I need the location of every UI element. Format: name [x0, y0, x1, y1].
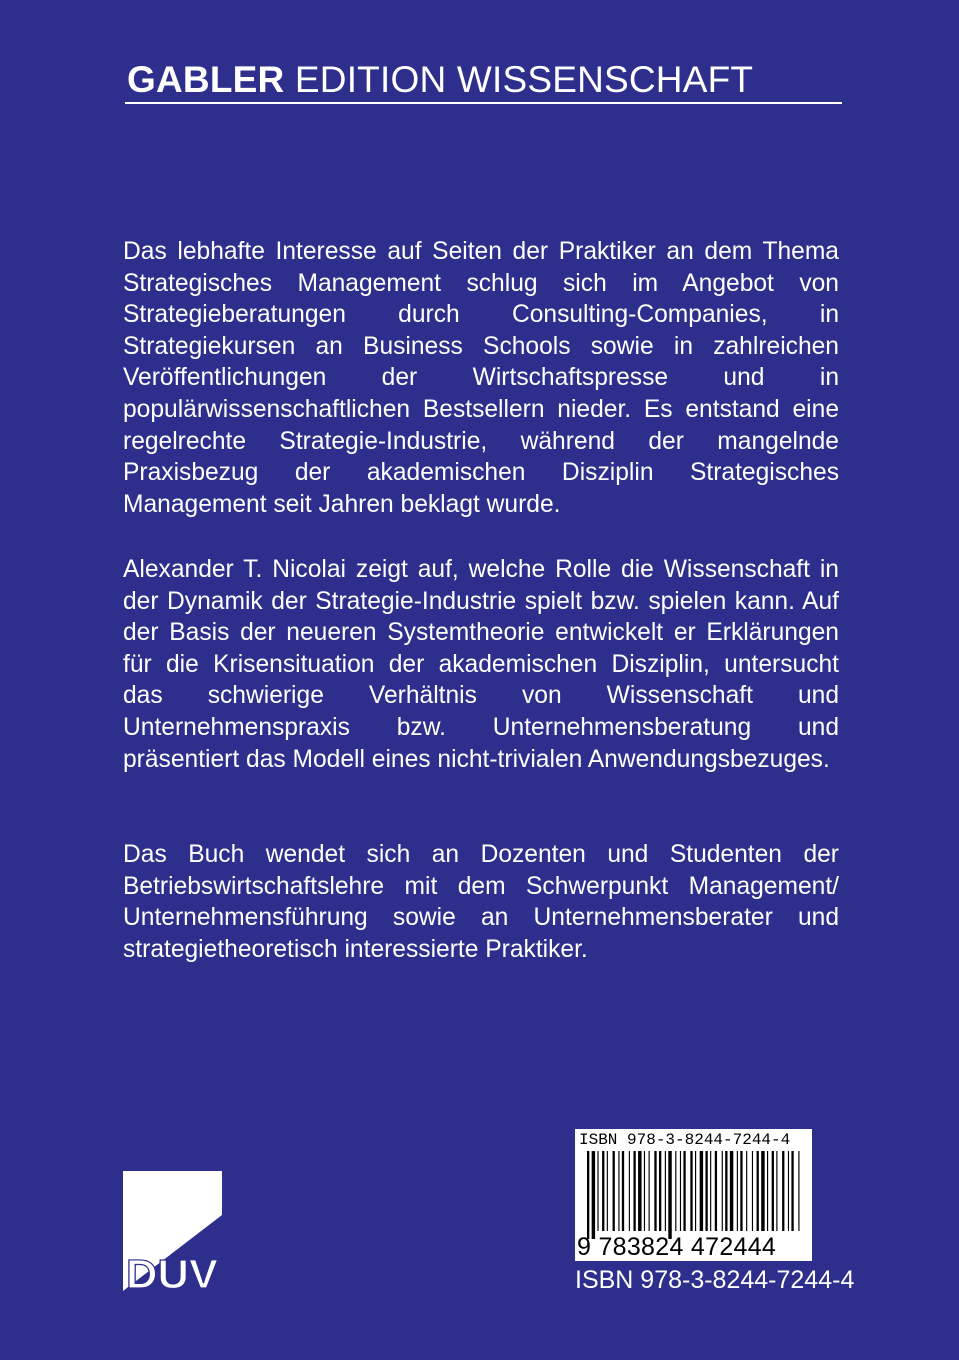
barcode-bar: [782, 1151, 784, 1231]
barcode-bar: [622, 1151, 624, 1231]
barcode-bar: [700, 1151, 703, 1231]
barcode-bar: [587, 1151, 589, 1239]
isbn-label: ISBN 978-3-8244-7244-4: [575, 1266, 855, 1294]
series-name: EDITION WISSENSCHAFT: [294, 59, 754, 100]
barcode-bar: [683, 1151, 685, 1231]
barcode-bar: [757, 1151, 759, 1231]
barcode-bar: [730, 1151, 733, 1231]
barcode-bar: [737, 1151, 738, 1231]
barcode-bar: [746, 1151, 747, 1231]
barcode-bar: [659, 1151, 661, 1231]
barcode-bar: [776, 1151, 777, 1231]
barcode-digits: 9 783824 472444: [577, 1233, 777, 1261]
barcode-bar: [668, 1151, 671, 1239]
blurb-paragraph-1: Das lebhafte Interesse auf Seiten der Praktiker an dem Thema Strategisches Management schlug sich im Angebot von Strategieberatungen durch Consulting-Companies, in Strategiekursen an Business Schools sowie in zahlreichen Veröffentlichungen der Wirtschaftspresse und in populärwissenschaftlichen Bestsellern nieder. Es entstand eine regelrechte Strategie-Industrie, während der mangelnde Praxisbezug der akademischen Disziplin Strategisches Management seit Jahren beklagt wurde.: [123, 238, 839, 518]
publisher-brand: GABLER: [127, 59, 285, 100]
header-divider: [125, 102, 842, 104]
barcode: [575, 1129, 812, 1261]
barcode-bar: [752, 1151, 753, 1231]
barcode-bar: [654, 1151, 656, 1231]
barcode-bar: [725, 1151, 727, 1231]
logo-text: DUV: [126, 1251, 219, 1291]
duv-logo-icon: [123, 1171, 222, 1291]
barcode-bar: [675, 1151, 676, 1231]
barcode-bar: [695, 1151, 696, 1231]
barcode-bar: [613, 1151, 615, 1231]
barcode-bar: [705, 1151, 707, 1231]
barcode-isbn-text: ISBN 978-3-8244-7244-4: [579, 1131, 791, 1149]
barcode-bar: [602, 1151, 604, 1231]
barcode-bar: [638, 1151, 641, 1231]
barcode-bar: [788, 1151, 789, 1231]
barcode-bar: [710, 1151, 711, 1231]
barcode-bar: [772, 1151, 774, 1231]
barcode-bar: [722, 1151, 723, 1231]
series-title: [127, 58, 753, 102]
barcode-bar: [633, 1151, 635, 1231]
barcode-bar: [798, 1151, 799, 1231]
barcode-bar: [607, 1151, 608, 1231]
barcode-bar: [690, 1151, 692, 1231]
barcode-bar: [767, 1151, 768, 1231]
barcode-bar: [791, 1151, 793, 1231]
barcode-bar: [592, 1151, 595, 1239]
barcode-bar: [740, 1151, 742, 1231]
barcode-bar: [644, 1151, 645, 1231]
barcode-bar: [597, 1151, 598, 1231]
barcode-bar: [680, 1151, 681, 1231]
barcode-bar: [665, 1151, 666, 1231]
barcode-bar: [715, 1151, 717, 1231]
blurb-paragraph-3: Das Buch wendet sich an Dozenten und Studenten der Betriebswirtschaftslehre mit dem Schwerpunkt Management/ Unternehmensführung sowie an Unternehmensberater und strategietheoretisch interessierte Praktiker.: [123, 841, 839, 963]
barcode-bar: [629, 1151, 630, 1231]
barcode-bar: [761, 1151, 764, 1231]
barcode-bar: [618, 1151, 619, 1231]
blurb-paragraph-2: Alexander T. Nicolai zeigt auf, welche Rolle die Wissenschaft in der Dynamik der Strategie-Industrie spielt bzw. spielen kann. Auf der Basis der neueren Systemtheorie entwickelt er Erklärungen für die Krisensituation der akademischen Disziplin, untersucht das schwierige Verhältnis von Wissenschaft und Unternehmenspraxis bzw. Unternehmensberatung und präsentiert das Modell eines nicht-trivialen Anwendungsbezuges.: [123, 556, 839, 773]
barcode-bar: [649, 1151, 650, 1231]
